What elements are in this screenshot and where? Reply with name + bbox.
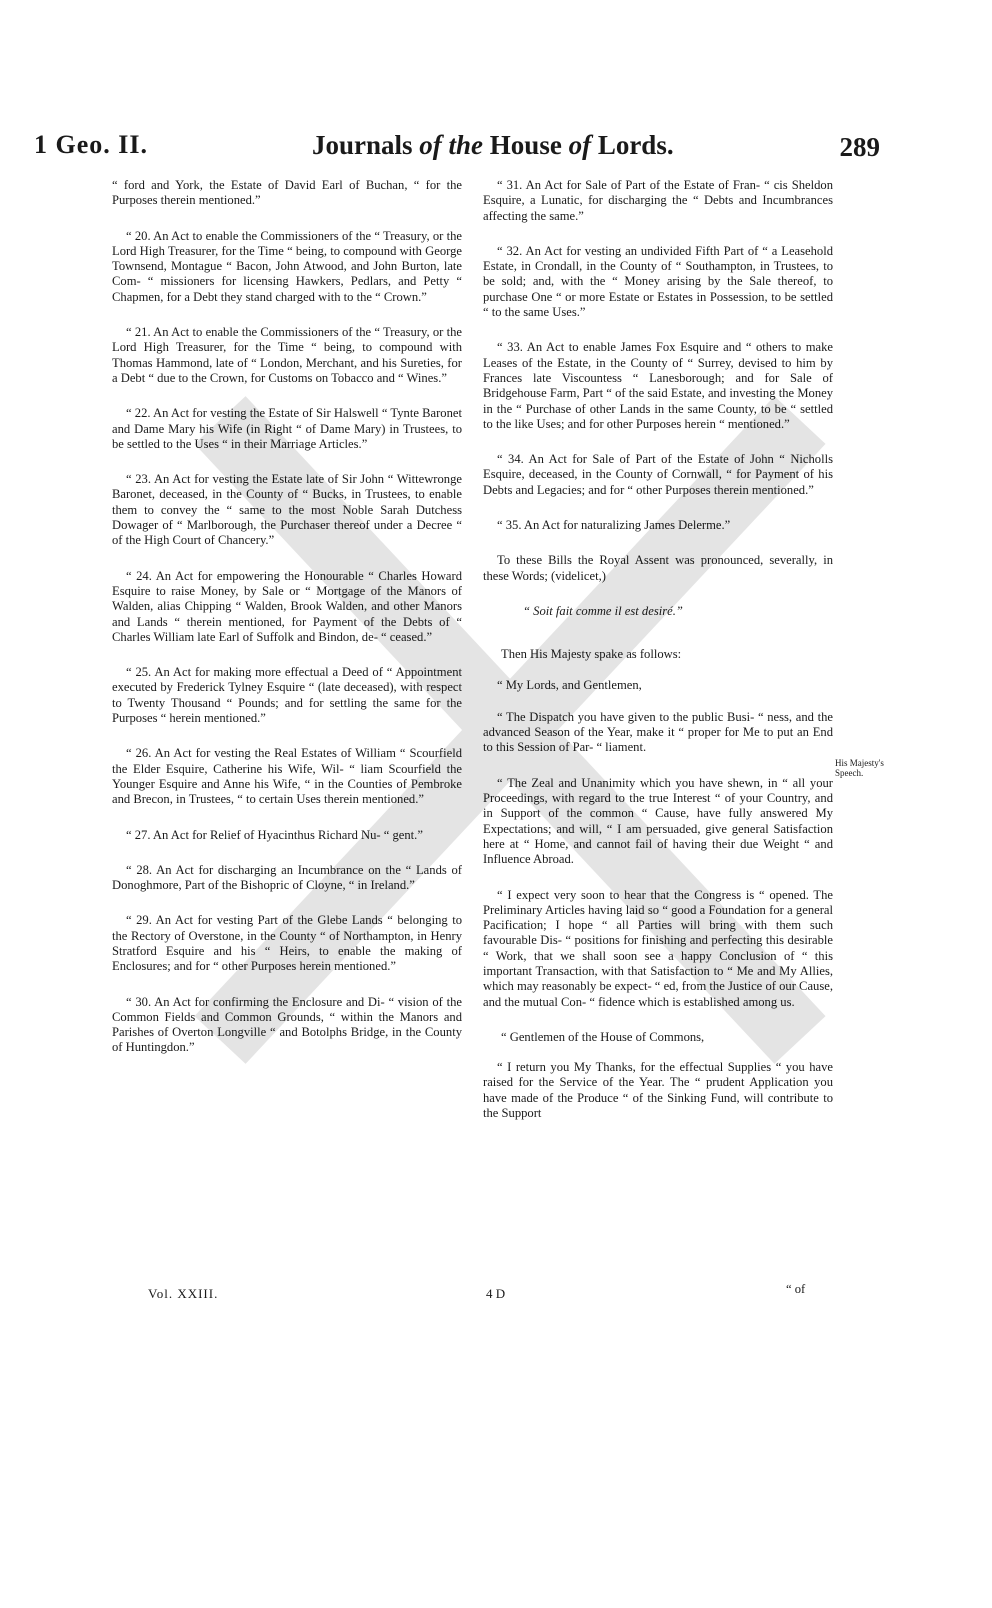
page-header: [0, 130, 992, 176]
page-number: 289: [839, 132, 880, 162]
left-column: [112, 178, 462, 1076]
assent-formula: “ Soit fait comme il est desiré.”: [523, 603, 683, 618]
act-paragraph: “ 29. An Act for vesting Part of the Glebe Lands “ belonging to the Rectory of Overstone, in the County “ of Northampton, in Henry Stratford Esquire and his “ Heirs, to enable the making of Enclosures; and for “ other Purposes herein mentioned.”: [112, 913, 462, 974]
right-column: [483, 178, 833, 1141]
title-of-1: of: [419, 130, 442, 160]
volume-number: Vol. XXIII.: [148, 1286, 219, 1301]
margin-note: His Majesty's Speech.: [835, 758, 884, 778]
act-paragraph: “ 30. An Act for confirming the Enclosure and Di- “ vision of the Common Fields and Common Grounds, “ within the Manors and Parishes of Overton Longville “ and Botolphs Bridge, in the County of Huntingdon.”: [112, 994, 462, 1055]
act-paragraph: “ 35. An Act for naturalizing James Delerme.”: [497, 518, 731, 533]
act-paragraph: “ 21. An Act to enable the Commissioners of the “ Treasury, or the Lord High Treasurer, for the Time “ being, to compound with Thomas Hammond, late of “ London, Merchant, and his Sureties, for a Debt “ due to the Crown, for Customs on Tobacco and “ Wines.”: [112, 325, 462, 385]
royal-assent-line: To these Bills the Royal Assent was pronounced, severally, in these Words; (videlicet,): [483, 553, 833, 583]
speech-paragraph: “ The Dispatch you have given to the public Busi- “ ness, and the advanced Season of the Year, make it “ proper for Me to put an End to this Session of Par- “ liament.: [483, 709, 833, 755]
title-the: the: [448, 130, 484, 160]
act-paragraph: “ 23. An Act for vesting the Estate late of Sir John “ Wittewronge Baronet, deceased, in the County of “ Bucks, in Trustees, to enable them to convey the “ same to the most Noble Sarah Dutchess Dowager of “ Marlborough, the Purchaser thereof under a Decree “ of the High Court of Chancery.”: [112, 472, 462, 548]
act-paragraph: “ 32. An Act for vesting an undivided Fifth Part of “ a Leasehold Estate, in Crondall, in the County of “ Southampton, in Trustees, to be sold; and, with the “ Money arising by the Sale thereof, to purchase One “ or more Estate or Estates in Possession, to be settled “ to the same Uses.”: [483, 243, 833, 320]
commons-heading: “ Gentlemen of the House of Commons,: [501, 1029, 705, 1044]
act-paragraph: “ 20. An Act to enable the Commissioners of the “ Treasury, or the Lord High Treasurer, for the Time “ being, to compound with George Townsend, Montague “ Bacon, John Atwood, and John Burton, late Com- “ missioners for licensing Hawkers, Pedlars, and Petty “ Chapmen, for a Debt they stand charged with to the “ Crown.”: [112, 228, 462, 304]
act-paragraph: “ 25. An Act for making more effectual a Deed of “ Appointment executed by Frederick Tylney Esquire “ (late deceased), with respect to Twenty Thousand “ Pounds; and for settling the same for the Purposes “ herein mentioned.”: [112, 665, 462, 726]
title-journals: Journals: [312, 130, 413, 160]
speech-paragraph: “ I expect very soon to hear that the Congress is “ opened. The Preliminary Articles having laid so “ good a Foundation for a general Pacification; I hope “ all Parties will bring with them such favourable Dis- “ positions for finishing and perfecting this desirable “ Work, that we shall soon see a happy Conclusion of “ this important Transaction, with that Satisfaction to “ Me and My Allies, which may reasonably be expect- “ ed, from the Justice of our Cause, and the mutual Con- “ fidence which is established among us.: [483, 887, 833, 1009]
act-paragraph: “ 31. An Act for Sale of Part of the Estate of Fran- “ cis Sheldon Esquire, a Lunatic, for discharging the “ Debts and Incumbrances affecting the same.”: [483, 178, 833, 223]
act-paragraph: “ ford and York, the Estate of David Earl of Buchan, “ for the Purposes therein mentioned.”: [112, 178, 462, 208]
act-paragraph: “ 28. An Act for discharging an Incumbrance on the “ Lands of Donoghmore, Part of the Bishopric of Cloyne, “ in Ireland.”: [112, 862, 462, 893]
speech-salutation: “ My Lords, and Gentlemen,: [497, 677, 642, 692]
catchword: “ of: [786, 1282, 806, 1296]
act-paragraph: “ 26. An Act for vesting the Real Estates of William “ Scourfield the Elder Esquire, Catherine his Wife, Wil- “ liam Scourfield the Younger Esquire and Anne his Wife, “ in the Counties of Pembroke and Brecon, in Trustees, “ to certain Uses therein mentioned.”: [112, 746, 462, 807]
signature-mark: 4 D: [486, 1286, 506, 1301]
regnal-year: 1 Geo. II.: [34, 130, 148, 159]
act-paragraph: “ 33. An Act to enable James Fox Esquire and “ others to make Leases of the Estate, in the County of “ Surrey, devised to him by Frances late Viscountess “ Lanesborough; and for Sale of Bridgehouse Farm, Part “ of the said Estate, and investing the Money in the “ Purchase of other Lands in the same County, to be “ settled to the like Uses; and for other Purposes herein “ mentioned.”: [483, 340, 833, 431]
speech-intro: Then His Majesty spake as follows:: [501, 647, 682, 662]
act-paragraph: “ 27. An Act for Relief of Hyacinthus Richard Nu- “ gent.”: [126, 827, 423, 842]
act-paragraph: “ 24. An Act for empowering the Honourable “ Charles Howard Esquire to raise Money, by Sale or “ Mortgage of the Manors of Walden, alias Chipping “ Walden, Brook Walden, and other Manors and Lands “ therein mentioned, for Payment of the Debts of “ Charles William late Earl of Suffolk and Bindon, de- “ ceased.”: [112, 568, 462, 644]
title-lords: Lords.: [597, 130, 674, 160]
commons-paragraph: “ I return you My Thanks, for the effectual Supplies “ you have raised for the Service of the Year. The “ prudent Application you have made of the Produce “ of the Sinking Fund, will contribute to the Support: [483, 1060, 833, 1121]
running-title: [312, 130, 674, 161]
act-paragraph: “ 34. An Act for Sale of Part of the Estate of John “ Nicholls Esquire, deceased, in the County of Cornwall, “ for Payment of his Debts and Legacies; and for “ other Purposes therein mentioned.”: [483, 452, 833, 497]
speech-paragraph: “ The Zeal and Unanimity which you have shewn, in “ all your Proceedings, with regard to the true Interest “ of your Country, and in Support of the common “ Cause, have fully answered My Expectations; and will, “ I am persuaded, give general Satisfaction here at “ Home, and cannot fail of having their due Weight “ and Influence Abroad.: [483, 775, 833, 867]
title-house: House: [489, 130, 562, 160]
title-of-2: of: [568, 130, 592, 160]
act-paragraph: “ 22. An Act for vesting the Estate of Sir Halswell “ Tynte Baronet and Dame Mary his Wife (in Right “ of Dame Mary) in Trustees, to be settled to the Uses “ in their Marriage Articles.”: [112, 406, 462, 451]
